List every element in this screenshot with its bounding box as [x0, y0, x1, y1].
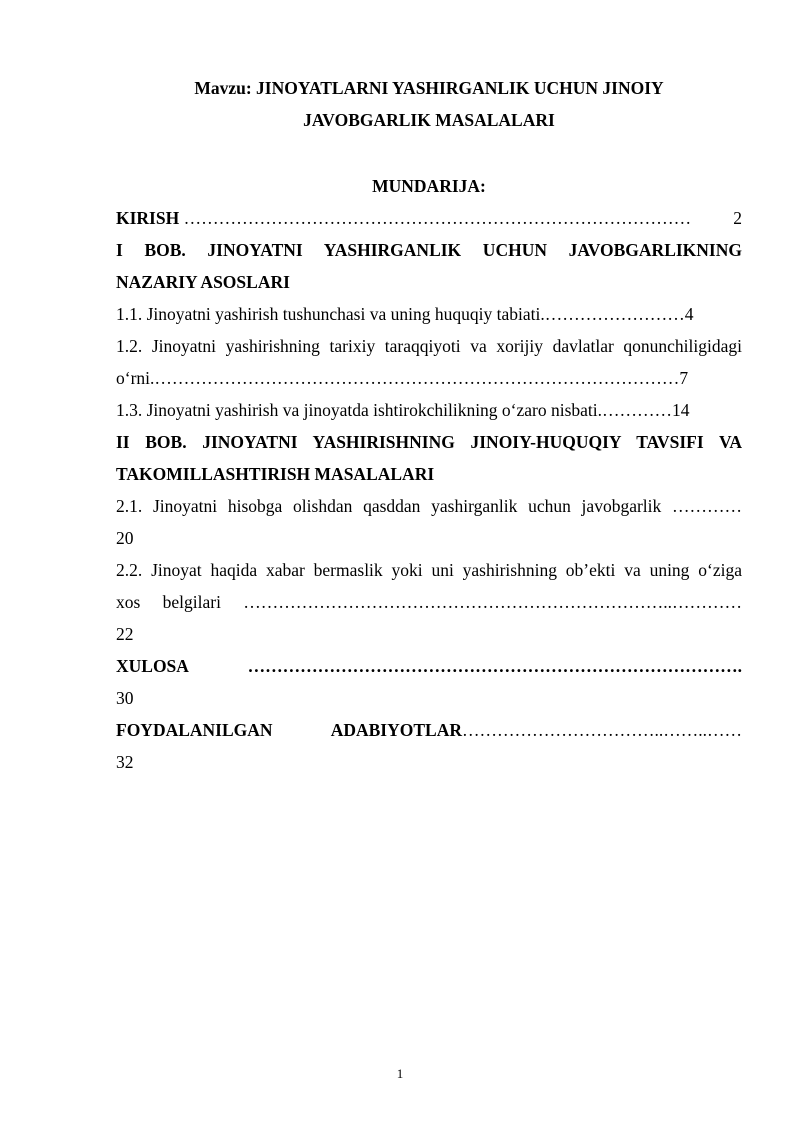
toc-1-2-line-1: 1.2. Jinoyatni yashirishning tarixiy taraqqiyoti va xorijiy davlatlar qonunchiligidagi: [116, 336, 742, 356]
toc-chapter-1-line-1: I BOB. JINOYATNI YASHIRGANLIK UCHUN JAVOBGARLIKNING: [116, 240, 742, 260]
toc-1-1-dots: ……………………: [544, 304, 685, 324]
contents-heading: MUNDARIJA:: [372, 176, 486, 196]
toc-1-3-dots: …………: [602, 400, 673, 420]
toc-adabiyot-dots: ……………………………..……..……: [462, 720, 742, 740]
toc-chapter-2-line-2: TAKOMILLASHTIRISH MASALALARI: [116, 464, 435, 484]
toc-2-2-page: 22: [116, 624, 134, 644]
title-line-2: JAVOBGARLIK MASALALARI: [303, 110, 555, 130]
toc-2-1-page: 20: [116, 528, 134, 548]
toc-adabiyot-page: 32: [116, 752, 134, 772]
toc-kirish-dots: ……………………………………………………………………………: [183, 208, 692, 228]
toc-entry-kirish: [116, 202, 742, 234]
toc-entry-1-3: [116, 394, 742, 426]
toc-entry-1-1: [116, 298, 742, 330]
toc-chapter-2-line-1: II BOB. JINOYATNI YASHIRISHNING JINOIY-HUQUQIY TAVSIFI VA: [116, 432, 742, 452]
toc-xulosa-line: XULOSA ………………………………………………………………………….: [116, 656, 742, 676]
toc-1-1-label: 1.1. Jinoyatni yashirish tushunchasi va uning huquqiy tabiati.: [116, 304, 545, 324]
toc-entry-1-2: [116, 362, 742, 394]
toc-1-2-label: o‘rni.: [116, 368, 155, 388]
toc-adabiyot-label: FOYDALANILGAN ADABIYOTLAR: [116, 720, 462, 740]
toc-1-2-dots: ………………………………………………………………………………: [154, 368, 680, 388]
toc-chapter-1-line-2: NAZARIY ASOSLARI: [116, 272, 290, 292]
toc-2-2-line-1: 2.2. Jinoyat haqida xabar bermaslik yoki uni yashirishning ob’ekti va uning o‘ziga: [116, 560, 742, 580]
toc-xulosa-page: 30: [116, 688, 134, 708]
toc-kirish-label: KIRISH: [116, 208, 184, 228]
toc-adabiyot-line: [116, 714, 742, 746]
toc-1-1-page: 4: [684, 304, 694, 324]
table-of-contents: [116, 202, 742, 778]
toc-2-2-line-2: xos belgilari ………………………………………………………………..…………: [116, 592, 742, 612]
toc-2-1-line-1: 2.1. Jinoyatni hisobga olishdan qasddan yashirganlik uchun javobgarlik …………: [116, 496, 742, 516]
document-title: [116, 72, 742, 136]
page-number: 1: [396, 1066, 404, 1081]
toc-1-3-label: 1.3. Jinoyatni yashirish va jinoyatda ishtirokchilikning o‘zaro nisbati.: [116, 400, 603, 420]
toc-kirish-page: 2: [733, 208, 742, 228]
toc-1-2-page: 7: [679, 368, 689, 388]
title-line-1: Mavzu: JINOYATLARNI YASHIRGANLIK UCHUN JINOIY: [194, 78, 664, 98]
toc-1-3-page: 14: [672, 400, 690, 420]
